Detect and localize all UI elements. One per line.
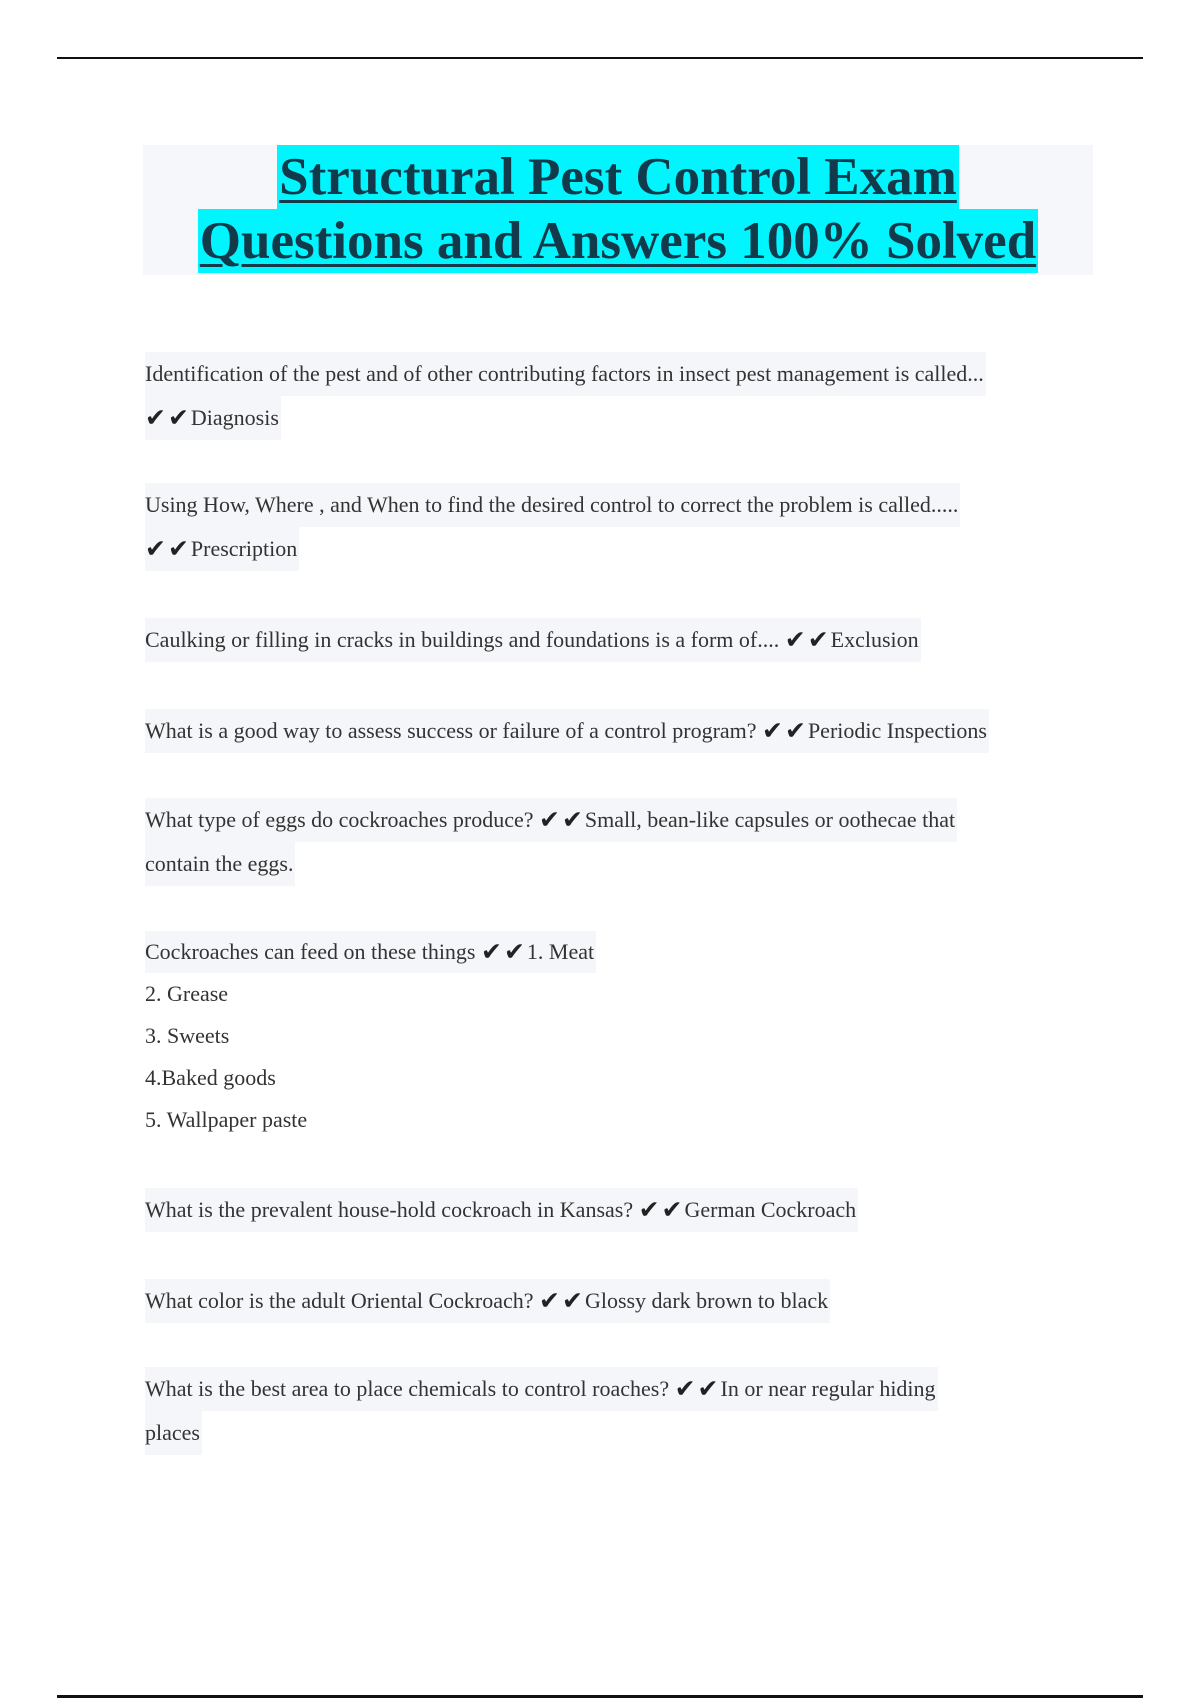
- check-marks-icon: ✔︎✔︎: [674, 1374, 721, 1403]
- question-text: What is the prevalent house-hold cockroach in Kansas?: [145, 1197, 634, 1222]
- question-text: Using How, Where , and When to find the desired control to correct the problem is called.....: [145, 483, 960, 527]
- answer-continuation: places: [145, 1411, 202, 1455]
- answer-text: In or near regular hiding: [720, 1376, 936, 1401]
- qa-item: [145, 1367, 938, 1455]
- check-marks-icon: ✔︎✔︎: [481, 937, 527, 966]
- qa-item: [145, 1279, 830, 1323]
- answer-text: Small, bean-like capsules or oothecae that: [584, 807, 956, 832]
- check-marks-icon: ✔︎✔︎: [762, 716, 808, 745]
- answer-text: Glossy dark brown to black: [584, 1288, 829, 1313]
- bottom-rule: [57, 1695, 1143, 1698]
- answer-text: Diagnosis: [190, 405, 279, 430]
- title-line-1: Structural Pest Control Exam: [277, 145, 959, 209]
- title-line-2: Questions and Answers 100% Solved: [198, 209, 1038, 273]
- question-text: Cockroaches can feed on these things: [145, 939, 476, 964]
- answer-text: 1. Meat: [526, 939, 595, 964]
- qa-item: [145, 1188, 858, 1232]
- answer-text: Exclusion: [830, 627, 919, 652]
- check-marks-icon: ✔︎✔︎: [784, 625, 831, 654]
- question-text: What type of eggs do cockroaches produce?: [145, 807, 534, 832]
- question-text: Caulking or filling in cracks in buildings and foundations is a form of....: [145, 627, 780, 652]
- question-text: What is a good way to assess success or failure of a control program?: [145, 718, 757, 743]
- qa-item: [145, 709, 989, 753]
- check-marks-icon: ✔︎✔︎: [145, 534, 191, 563]
- list-item: 4.Baked goods: [145, 1065, 276, 1090]
- question-text: What is the best area to place chemicals to control roaches?: [145, 1376, 670, 1401]
- question-text: What color is the adult Oriental Cockroach?: [145, 1288, 534, 1313]
- list-item: 2. Grease: [145, 981, 229, 1006]
- document-title: [143, 145, 1093, 275]
- list-item: 3. Sweets: [145, 1023, 230, 1048]
- list-item: 5. Wallpaper paste: [145, 1107, 308, 1132]
- answer-text: Periodic Inspections: [807, 718, 987, 743]
- check-marks-icon: ✔︎✔︎: [145, 403, 191, 432]
- answer-continuation: contain the eggs.: [145, 842, 295, 886]
- qa-item: [145, 352, 986, 440]
- top-rule: [57, 57, 1143, 59]
- qa-item: [145, 798, 957, 886]
- answer-text: German Cockroach: [684, 1197, 857, 1222]
- qa-item: [145, 618, 921, 662]
- check-marks-icon: ✔︎✔︎: [539, 805, 585, 834]
- qa-item: [145, 483, 960, 571]
- check-marks-icon: ✔︎✔︎: [539, 1286, 585, 1315]
- question-text: Identification of the pest and of other contributing factors in insect pest management is called...: [145, 352, 986, 396]
- check-marks-icon: ✔︎✔︎: [638, 1195, 685, 1224]
- qa-item: [145, 931, 596, 1141]
- answer-text: Prescription: [190, 536, 298, 561]
